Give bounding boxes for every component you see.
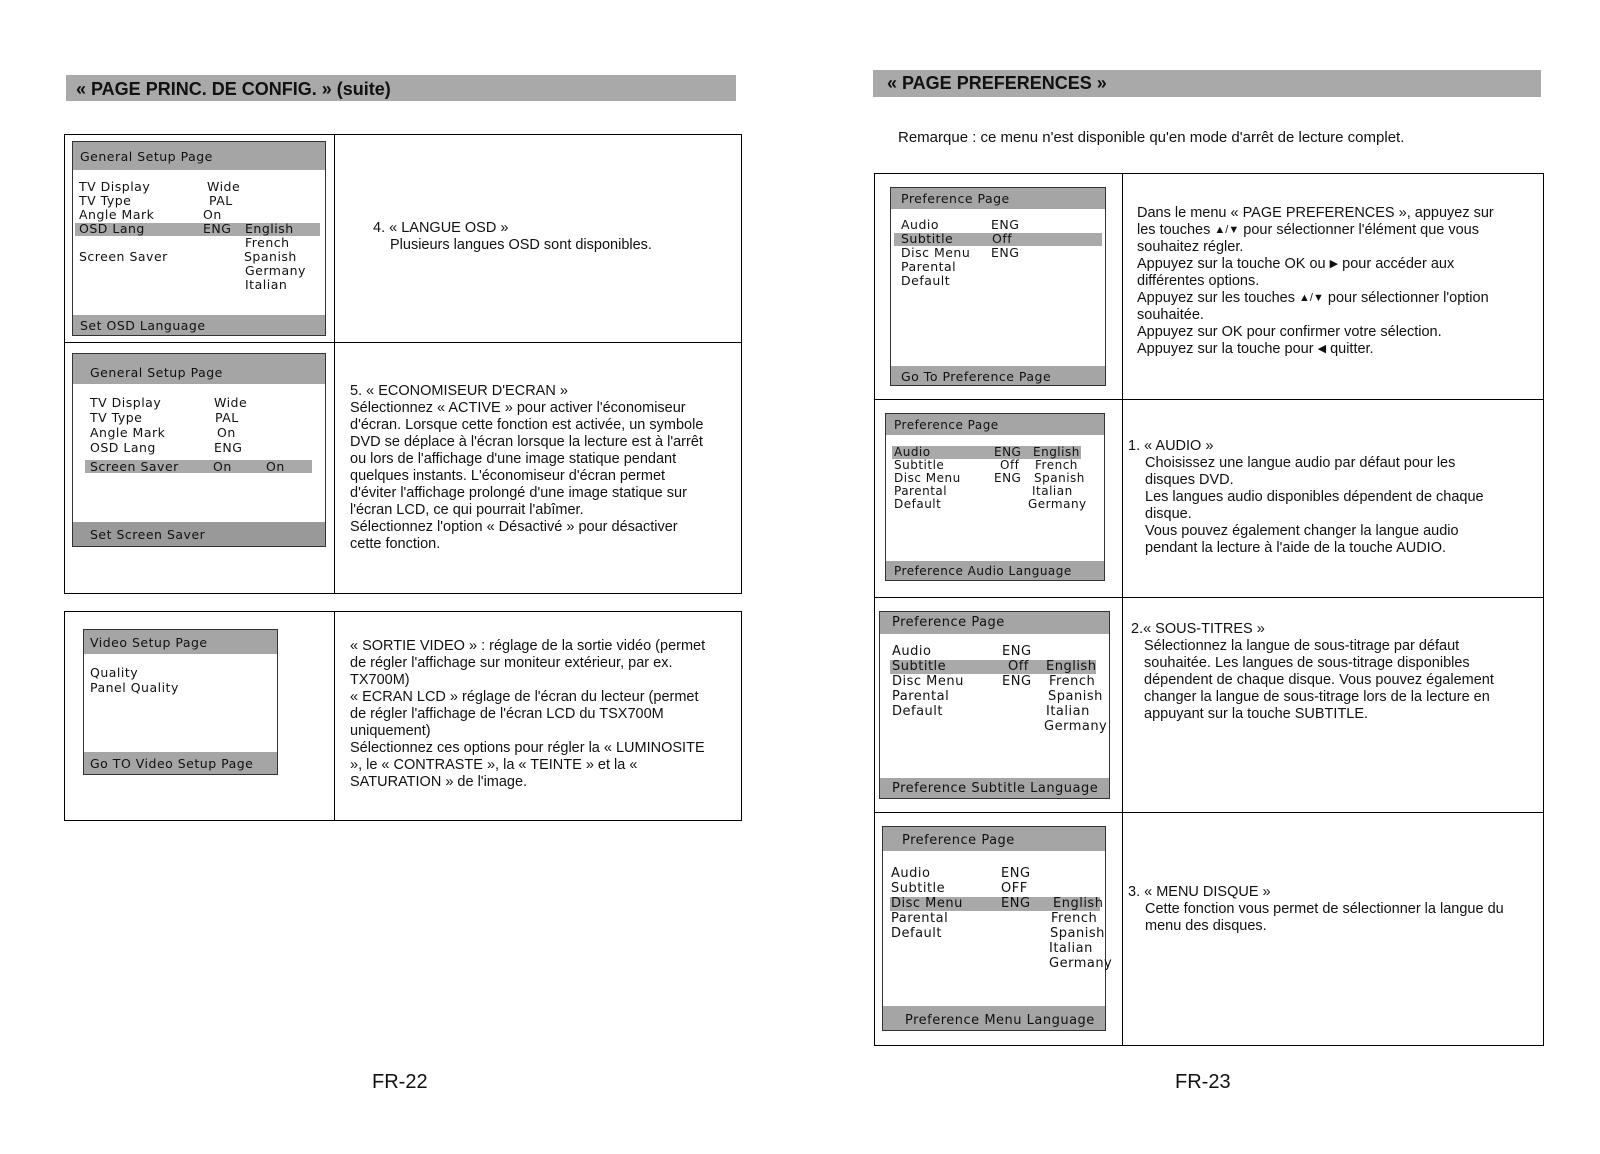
preference-subtitle-screen <box>879 611 1110 799</box>
text-line: uniquement) <box>350 723 431 739</box>
menu-value: OFF <box>1001 881 1028 896</box>
menu-label: Subtitle <box>891 881 946 896</box>
menu-label: Default <box>901 273 951 288</box>
section-heading: 2.« SOUS-TITRES » <box>1131 621 1265 637</box>
osd-screen-footer: Preference Subtitle Language <box>880 778 1109 798</box>
text-line: SATURATION » de l'image. <box>350 774 528 790</box>
osd-screen-footer: Go To Preference Page <box>891 366 1105 385</box>
osd-screen-header: Video Setup Page <box>84 630 277 654</box>
osd-screen-footer: Go TO Video Setup Page <box>84 752 277 774</box>
menu-label: Subtitle <box>901 231 954 246</box>
text-line: ou lors de l'affichage d'une image statique pendant <box>350 451 677 467</box>
menu-value: PAL <box>215 410 239 425</box>
screen-saver-description <box>350 383 736 553</box>
menu-value: Off <box>1000 458 1020 472</box>
subtitle-description <box>1131 621 1541 723</box>
language-option: Spanish <box>1050 926 1105 941</box>
text-segment: pour sélectionner l'option <box>1327 290 1489 306</box>
text-segment: Appuyez sur la touche pour <box>1137 341 1314 357</box>
text-line: », le « CONTRASTE », la « TEINTE » et la « <box>350 757 638 773</box>
language-option: Spanish <box>244 249 297 264</box>
text-line: Sélectionnez l'option « Désactivé » pour désactiver <box>350 519 678 535</box>
table-divider <box>874 597 1544 598</box>
text-line: d'écran. Lorsque cette fonction est activée, un symbole <box>350 417 704 433</box>
menu-label: Disc Menu <box>901 245 971 260</box>
left-arrow-icon: ◀ <box>1317 343 1327 355</box>
language-option: Italian <box>245 277 288 292</box>
menu-value: ENG <box>991 217 1020 232</box>
menu-value: ENG <box>203 221 232 236</box>
text-line: Sélectionnez la langue de sous-titrage par défaut <box>1144 638 1460 654</box>
text-line: disques DVD. <box>1145 472 1234 488</box>
menu-value: Off <box>1008 659 1029 674</box>
video-setup-screen <box>83 629 278 775</box>
text-line: Vous pouvez également changer la langue audio <box>1145 523 1459 539</box>
osd-screen-footer: Preference Audio Language <box>886 561 1104 580</box>
language-option: English <box>1053 896 1104 911</box>
menu-label: Subtitle <box>894 458 945 472</box>
menu-label: Default <box>891 926 942 941</box>
table-divider <box>334 611 335 821</box>
menu-label: Default <box>892 704 943 719</box>
text-segment: pour accéder aux <box>1342 256 1455 272</box>
preference-menu-screen <box>882 826 1113 1031</box>
page-number: FR-23 <box>1175 1071 1231 1093</box>
audio-description <box>1128 438 1540 557</box>
text-line <box>1137 222 1539 239</box>
table-divider <box>874 399 1544 400</box>
menu-label: TV Type <box>79 193 132 208</box>
menu-label: Screen Saver <box>90 459 179 474</box>
text-line: Dans le menu « PAGE PREFERENCES », appuyez sur <box>1137 205 1494 221</box>
menu-label: Angle Mark <box>90 425 166 440</box>
text-line: Appuyez sur OK pour confirmer votre sélection. <box>1137 324 1442 340</box>
left-page-title: « PAGE PRINC. DE CONFIG. » (suite) <box>66 75 736 101</box>
menu-value: ENG <box>1001 866 1031 881</box>
text-line: DVD se déplace à l'écran lorsque la lecture est à l'arrêt <box>350 434 703 450</box>
menu-label: Disc Menu <box>892 674 964 689</box>
text-line: Sélectionnez ces options pour régler la « LUMINOSITE <box>350 740 705 756</box>
table-divider <box>1122 173 1123 1046</box>
menu-value: ENG <box>1002 644 1032 659</box>
menu-label: Disc Menu <box>891 896 963 911</box>
text-line: Cette fonction vous permet de sélectionner la langue du <box>1145 901 1504 917</box>
language-option: Italian <box>1049 941 1093 956</box>
screen-saver-option: On <box>266 459 285 474</box>
menu-value: On <box>217 425 236 440</box>
menu-label: Parental <box>894 484 948 498</box>
language-option: French <box>1051 911 1098 926</box>
menu-label: TV Display <box>79 179 151 194</box>
text-segment: pour sélectionner l'élément que vous <box>1243 222 1479 238</box>
text-line <box>1137 290 1539 307</box>
menu-value: ENG <box>994 471 1022 485</box>
language-option: English <box>1046 659 1097 674</box>
text-line: changer la langue de sous-titrage lors de la lecture en <box>1144 689 1490 705</box>
text-line: souhaitez régler. <box>1137 239 1244 255</box>
osd-language-screen <box>72 141 326 336</box>
text-line: l'écran LCD, ce qui pourrait l'abîmer. <box>350 502 584 518</box>
menu-label: Panel Quality <box>90 680 179 695</box>
text-line: Les langues audio disponibles dépendent de chaque <box>1145 489 1484 505</box>
text-segment: les touches <box>1137 222 1211 238</box>
text-line: différentes options. <box>1137 273 1260 289</box>
language-option: French <box>1035 458 1078 472</box>
language-option: Germany <box>1049 956 1113 971</box>
menu-label: TV Display <box>90 395 162 410</box>
menu-value: Wide <box>207 179 241 194</box>
text-segment: Appuyez sur la touche OK ou <box>1137 256 1326 272</box>
text-line <box>1137 341 1539 358</box>
text-segment: quitter. <box>1330 341 1374 357</box>
osd-screen-footer: Set Screen Saver <box>73 522 325 546</box>
page-number: FR-22 <box>372 1071 428 1093</box>
preferences-note: Remarque : ce menu n'est disponible qu'en mode d'arrêt de lecture complet. <box>898 129 1405 146</box>
menu-label: Default <box>894 497 942 511</box>
preference-page-screen <box>890 187 1106 386</box>
osd-screen-header: General Setup Page <box>73 142 325 170</box>
up-down-arrow-icon: ▲/▼ <box>1214 224 1240 236</box>
text-line: appuyant sur la touche SUBTITLE. <box>1144 706 1369 722</box>
menu-label: Parental <box>892 689 950 704</box>
language-option: Italian <box>1046 704 1090 719</box>
menu-label: OSD Lang <box>79 221 145 236</box>
text-line: souhaitée. Les langues de sous-titrage disponibles <box>1144 655 1470 671</box>
menu-label: Audio <box>901 217 940 232</box>
menu-value: ENG <box>1002 674 1032 689</box>
language-option: Germany <box>245 263 306 278</box>
right-page-title: « PAGE PREFERENCES » <box>873 70 1541 97</box>
osd-screen-footer: Preference Menu Language <box>883 1006 1105 1030</box>
text-line: cette fonction. <box>350 536 441 552</box>
osd-screen-header: Preference Page <box>886 414 1104 435</box>
language-option: English <box>1033 445 1080 459</box>
osd-screen-header: Preference Page <box>891 188 1105 209</box>
video-description <box>350 638 736 791</box>
language-option: French <box>245 235 290 250</box>
menu-value: ENG <box>1001 896 1031 911</box>
right-arrow-icon: ▶ <box>1329 258 1339 270</box>
text-line: disque. <box>1145 506 1192 522</box>
preference-instructions <box>1137 205 1539 358</box>
language-option: French <box>1049 674 1096 689</box>
section-heading: 4. « LANGUE OSD » <box>373 220 509 236</box>
menu-label: Audio <box>891 866 931 881</box>
text-line <box>1137 256 1539 273</box>
osd-screen-header: Preference Page <box>880 612 1109 634</box>
menu-label: Quality <box>90 665 139 680</box>
osd-screen-header: Preference Page <box>883 827 1105 851</box>
language-option: English <box>245 221 294 236</box>
language-option: Italian <box>1032 484 1073 498</box>
menu-label: OSD Lang <box>90 440 156 455</box>
menu-label: Parental <box>891 911 949 926</box>
text-line: TX700M) <box>350 672 410 688</box>
menu-label: Disc Menu <box>894 471 961 485</box>
table-divider <box>874 812 1544 813</box>
language-option: Spanish <box>1048 689 1103 704</box>
up-down-arrow-icon: ▲/▼ <box>1299 292 1324 304</box>
language-option: Germany <box>1028 497 1087 511</box>
text-line: 5. « ECONOMISEUR D'ECRAN » <box>350 383 568 399</box>
menu-value: ENG <box>994 445 1022 459</box>
menu-label: Screen Saver <box>79 249 168 264</box>
text-segment: Appuyez sur les touches <box>1137 290 1295 306</box>
text-line: de régler l'affichage de l'écran LCD du TSX700M <box>350 706 664 722</box>
screen-saver-screen <box>72 353 326 547</box>
text-line: « ECRAN LCD » réglage de l'écran du lecteur (permet <box>350 689 699 705</box>
section-heading: 3. « MENU DISQUE » <box>1128 884 1271 900</box>
section-heading: 1. « AUDIO » <box>1128 438 1214 454</box>
table-divider <box>64 342 742 343</box>
language-option: Germany <box>1044 719 1108 734</box>
menu-value: On <box>203 207 222 222</box>
text-line: Choisissez une langue audio par défaut pour les <box>1145 455 1456 471</box>
menu-value: PAL <box>209 193 233 208</box>
menu-value: Off <box>992 231 1013 246</box>
section-body: Plusieurs langues OSD sont disponibles. <box>390 237 652 253</box>
preference-audio-screen <box>885 413 1105 581</box>
menu-label: Audio <box>894 445 931 459</box>
menu-value: ENG <box>214 440 243 455</box>
menu-label: Subtitle <box>892 659 947 674</box>
table-divider <box>334 134 335 594</box>
text-line: « SORTIE VIDEO » : réglage de la sortie vidéo (permet <box>350 638 706 654</box>
menu-value: Wide <box>214 395 248 410</box>
osd-language-description <box>373 220 723 254</box>
text-line: quelques instants. L'économiseur d'écran permet <box>350 468 666 484</box>
menu-value: On <box>213 459 232 474</box>
text-line: pendant la lecture à l'aide de la touche AUDIO. <box>1145 540 1447 556</box>
osd-screen-footer: Set OSD Language <box>73 315 325 335</box>
menu-label: Parental <box>901 259 957 274</box>
text-line: de régler l'affichage sur moniteur extérieur, par ex. <box>350 655 673 671</box>
menu-label: Audio <box>892 644 932 659</box>
menu-label: TV Type <box>90 410 143 425</box>
menu-value: ENG <box>991 245 1020 260</box>
text-line: Sélectionnez « ACTIVE » pour activer l'économiseur <box>350 400 686 416</box>
disc-menu-description <box>1128 884 1542 935</box>
text-line: dépendent de chaque disque. Vous pouvez également <box>1144 672 1494 688</box>
osd-screen-header: General Setup Page <box>73 354 325 384</box>
menu-label: Angle Mark <box>79 207 155 222</box>
language-option: Spanish <box>1034 471 1085 485</box>
text-line: menu des disques. <box>1145 918 1267 934</box>
text-line: souhaitée. <box>1137 307 1204 323</box>
text-line: d'éviter l'affichage prolongé d'une image statique sur <box>350 485 687 501</box>
